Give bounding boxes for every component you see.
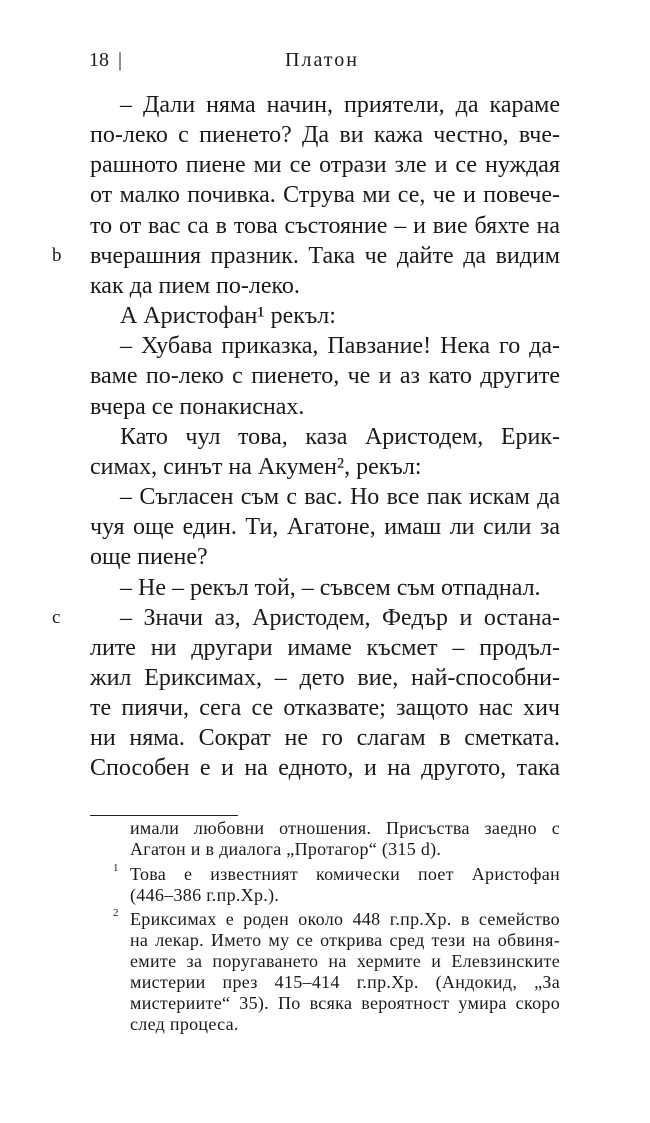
text-line: те пиячи, сега се отказвате; защото нас хич (90, 695, 560, 722)
text-line: – Дали няма начин, приятели, да караме (120, 92, 560, 118)
paragraph (90, 573, 560, 603)
text-line: ваме по-леко с пиенето, че и аз като другите (90, 363, 560, 390)
text-line: още пиене? (90, 544, 208, 571)
text-line (52, 241, 560, 271)
footnote-line: на лекар. Името му се открива сред тези на обвиня- (130, 930, 560, 950)
margin-marker: b (52, 244, 62, 266)
text-line: – Не – рекъл той, – съвсем съм отпаднал. (120, 574, 541, 601)
paragraph (52, 90, 560, 301)
paragraph (90, 301, 560, 331)
text-line: ни няма. Сократ не го слагам в сметката. (90, 725, 560, 752)
footnote-line: Агатон и в диалога „Протагор“ (315 d). (130, 839, 442, 859)
footnote-marker: 1 (113, 861, 119, 874)
text-line (52, 603, 560, 633)
text-line: то от вас са в това състояние – и вие бяхте на (90, 212, 560, 239)
running-title: Платон (285, 49, 359, 71)
text-line: Като чул това, каза Аристодем, Ерик- (120, 423, 560, 450)
footnote-line: мистерии през 415–414 г.пр.Хр. (Андокид, „За (130, 972, 560, 992)
text-line: как да пием по-леко. (90, 272, 300, 299)
line-text: – Значи аз, Аристодем, Федър и остана- (120, 604, 560, 631)
footnote (113, 907, 560, 1035)
margin-marker: c (52, 606, 61, 628)
footnote-line: Ериксимах е роден около 448 г.пр.Хр. в семейство (130, 909, 560, 929)
paragraph (90, 331, 560, 421)
footnote-continued (130, 818, 560, 860)
text-line: вчера се понакиснах. (90, 393, 305, 420)
footnotes (113, 818, 560, 1035)
line-text: вчерашния празник. Така че дайте да видим (90, 242, 560, 269)
text-line: от малко почивка. Струва ми се, че и повече- (90, 182, 560, 209)
text-line: симах, синът на Акумен², рекъл: (90, 453, 422, 480)
text-line: жил Ериксимах, – дето вие, най-способни- (90, 664, 560, 691)
text-line: – Хубава приказка, Павзание! Нека го да- (120, 333, 560, 360)
footnote-line: Това е известният комически поет Аристофан (130, 863, 560, 884)
paragraph (90, 482, 560, 572)
footnote-marker: 2 (113, 907, 119, 919)
paragraph (90, 422, 560, 482)
page-number: 18 (89, 49, 109, 71)
text-line: рашното пиене ми се отрази зле и се нуждая (90, 152, 560, 179)
footnote-line: (446–386 г.пр.Хр.). (130, 884, 280, 905)
main-text (52, 90, 560, 784)
text-line: чуя още един. Ти, Агатоне, имаш ли сили за (90, 514, 560, 541)
text-line: Способен е и на едното, и на другото, така (90, 755, 560, 782)
footnote-line: мистериите“ 35). По всяка вероятност умира скоро (130, 993, 560, 1013)
header-separator: | (118, 49, 123, 71)
paragraph (52, 603, 560, 784)
text-line: по-леко с пиенето? Да ви кажа честно, вче- (90, 122, 560, 149)
footnote-line: имали любовни отношения. Присъства заедно с (130, 818, 560, 838)
text-line: А Аристофан¹ рекъл: (120, 303, 336, 330)
footnote-line: емите за поругаването на хермите и Елевзинските (130, 951, 560, 971)
footnote-rule (90, 815, 238, 816)
footnote (113, 861, 560, 906)
footnote-line: след процеса. (130, 1014, 239, 1034)
text-line: лите ни другари имаме късмет – продъл- (90, 634, 560, 661)
text-line: – Съгласен съм с вас. Но все пак искам да (120, 484, 560, 511)
